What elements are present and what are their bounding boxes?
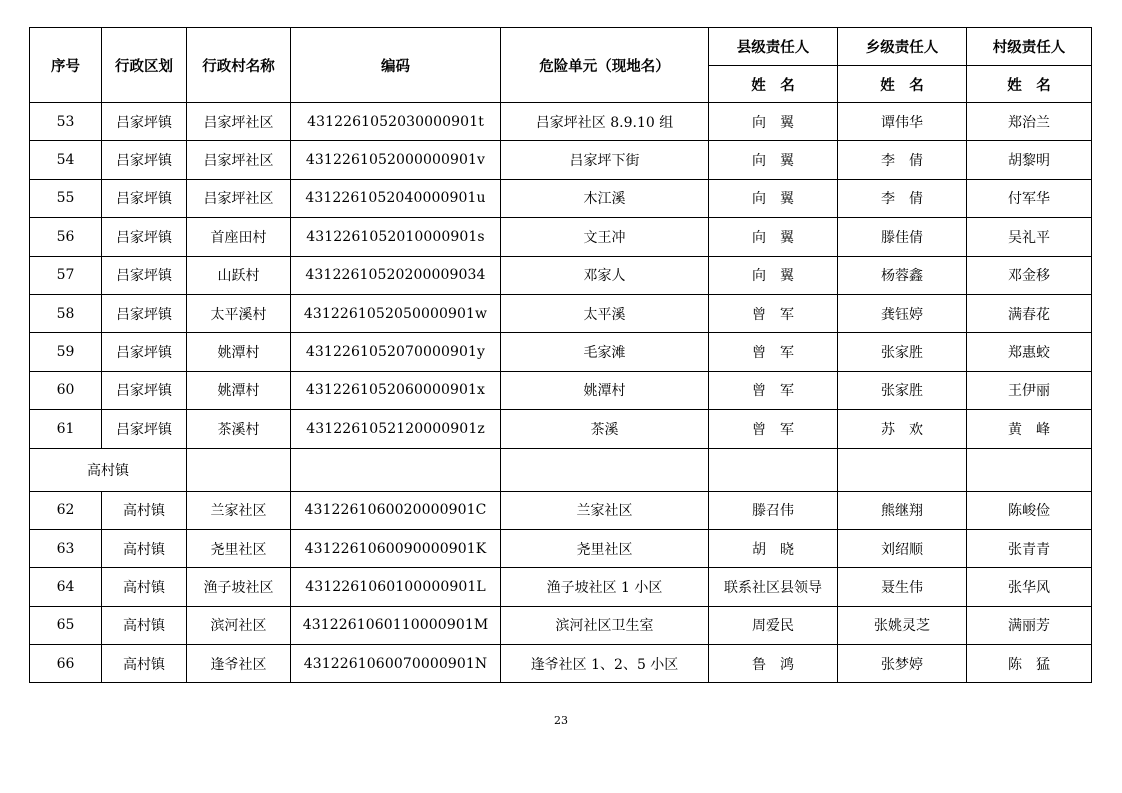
cell-village-person: 满春花 xyxy=(967,294,1092,332)
cell-village-person: 陈 猛 xyxy=(967,645,1092,683)
cell-unit: 渔子坡社区 1 小区 xyxy=(501,568,709,606)
cell-county-person: 曾 军 xyxy=(709,294,838,332)
table-row xyxy=(30,218,1092,256)
cell-township-person: 聂生伟 xyxy=(838,568,967,606)
cell-village: 太平溪村 xyxy=(187,294,291,332)
section-empty-cell xyxy=(291,448,501,491)
cell-seq: 63 xyxy=(30,529,102,567)
header-county-name: 姓 名 xyxy=(709,66,838,103)
cell-county-person: 联系社区县领导 xyxy=(709,568,838,606)
cell-township-person: 张家胜 xyxy=(838,333,967,371)
cell-code: 4312261060090000901K xyxy=(291,529,501,567)
cell-seq: 62 xyxy=(30,491,102,529)
cell-township-person: 张姚灵芝 xyxy=(838,606,967,644)
page-number: 23 xyxy=(554,714,568,727)
cell-township-person: 苏 欢 xyxy=(838,410,967,448)
cell-unit: 木江溪 xyxy=(501,179,709,217)
cell-village: 尧里社区 xyxy=(187,529,291,567)
section-title: 高村镇 xyxy=(30,448,187,491)
cell-unit: 吕家坪下街 xyxy=(501,141,709,179)
cell-seq: 65 xyxy=(30,606,102,644)
cell-unit: 逢爷社区 1、2、5 小区 xyxy=(501,645,709,683)
cell-code: 4312261052070000901y xyxy=(291,333,501,371)
responsibility-table xyxy=(29,27,1092,683)
cell-township-person: 张梦婷 xyxy=(838,645,967,683)
cell-county-person: 曾 军 xyxy=(709,410,838,448)
cell-code: 4312261060020000901C xyxy=(291,491,501,529)
cell-village: 逢爷社区 xyxy=(187,645,291,683)
cell-code: 4312261060070000901N xyxy=(291,645,501,683)
cell-village: 山跃村 xyxy=(187,256,291,294)
header-code: 编码 xyxy=(291,28,501,103)
section-empty-cell xyxy=(187,448,291,491)
cell-village: 茶溪村 xyxy=(187,410,291,448)
cell-seq: 66 xyxy=(30,645,102,683)
header-seq: 序号 xyxy=(30,28,102,103)
cell-township-person: 龚钰婷 xyxy=(838,294,967,332)
cell-county-person: 滕召伟 xyxy=(709,491,838,529)
cell-district: 吕家坪镇 xyxy=(102,218,187,256)
header-village: 行政村名称 xyxy=(187,28,291,103)
cell-village-person: 王伊丽 xyxy=(967,371,1092,409)
cell-township-person: 张家胜 xyxy=(838,371,967,409)
cell-code: 4312261052030000901t xyxy=(291,103,501,141)
cell-seq: 61 xyxy=(30,410,102,448)
cell-county-person: 鲁 鸿 xyxy=(709,645,838,683)
table-row xyxy=(30,294,1092,332)
cell-village-person: 张青青 xyxy=(967,529,1092,567)
cell-county-person: 胡 晓 xyxy=(709,529,838,567)
cell-district: 高村镇 xyxy=(102,491,187,529)
header-row xyxy=(30,28,1092,66)
cell-unit: 毛家滩 xyxy=(501,333,709,371)
cell-district: 高村镇 xyxy=(102,568,187,606)
cell-county-person: 曾 军 xyxy=(709,333,838,371)
cell-county-person: 向 翼 xyxy=(709,141,838,179)
cell-township-person: 滕佳倩 xyxy=(838,218,967,256)
cell-village: 吕家坪社区 xyxy=(187,141,291,179)
cell-village-person: 黄 峰 xyxy=(967,410,1092,448)
section-row xyxy=(30,448,1092,491)
table-row xyxy=(30,410,1092,448)
cell-township-person: 熊继翔 xyxy=(838,491,967,529)
cell-unit: 邓家人 xyxy=(501,256,709,294)
cell-district: 吕家坪镇 xyxy=(102,179,187,217)
table-row xyxy=(30,568,1092,606)
cell-code: 43122610520200009034 xyxy=(291,256,501,294)
cell-code: 4312261052000000901v xyxy=(291,141,501,179)
cell-village-person: 吴礼平 xyxy=(967,218,1092,256)
cell-unit: 尧里社区 xyxy=(501,529,709,567)
cell-code: 4312261052040000901u xyxy=(291,179,501,217)
cell-county-person: 向 翼 xyxy=(709,103,838,141)
cell-village: 吕家坪社区 xyxy=(187,103,291,141)
cell-district: 高村镇 xyxy=(102,529,187,567)
cell-seq: 64 xyxy=(30,568,102,606)
cell-village: 吕家坪社区 xyxy=(187,179,291,217)
cell-seq: 59 xyxy=(30,333,102,371)
cell-unit: 文王冲 xyxy=(501,218,709,256)
cell-district: 高村镇 xyxy=(102,606,187,644)
table-row xyxy=(30,645,1092,683)
header-village-lead-name: 姓 名 xyxy=(967,66,1092,103)
header-township: 乡级责任人 xyxy=(838,28,967,66)
cell-county-person: 曾 军 xyxy=(709,371,838,409)
cell-code: 4312261060100000901L xyxy=(291,568,501,606)
cell-village: 首座田村 xyxy=(187,218,291,256)
header-district: 行政区划 xyxy=(102,28,187,103)
cell-code: 4312261052060000901x xyxy=(291,371,501,409)
cell-township-person: 谭伟华 xyxy=(838,103,967,141)
cell-county-person: 向 翼 xyxy=(709,256,838,294)
table-row xyxy=(30,371,1092,409)
cell-village: 姚潭村 xyxy=(187,333,291,371)
cell-village-person: 胡黎明 xyxy=(967,141,1092,179)
cell-code: 4312261052010000901s xyxy=(291,218,501,256)
cell-village-person: 张华风 xyxy=(967,568,1092,606)
cell-township-person: 杨蓉鑫 xyxy=(838,256,967,294)
cell-seq: 58 xyxy=(30,294,102,332)
cell-district: 高村镇 xyxy=(102,645,187,683)
section-empty-cell xyxy=(967,448,1092,491)
cell-seq: 60 xyxy=(30,371,102,409)
cell-village-person: 满丽芳 xyxy=(967,606,1092,644)
cell-district: 吕家坪镇 xyxy=(102,141,187,179)
cell-seq: 53 xyxy=(30,103,102,141)
cell-county-person: 向 翼 xyxy=(709,179,838,217)
cell-seq: 56 xyxy=(30,218,102,256)
cell-unit: 滨河社区卫生室 xyxy=(501,606,709,644)
table-body-a xyxy=(30,103,1092,449)
cell-district: 吕家坪镇 xyxy=(102,294,187,332)
table-row xyxy=(30,491,1092,529)
table-row xyxy=(30,529,1092,567)
cell-code: 4312261052120000901z xyxy=(291,410,501,448)
cell-village: 姚潭村 xyxy=(187,371,291,409)
table-row xyxy=(30,141,1092,179)
cell-village: 渔子坡社区 xyxy=(187,568,291,606)
cell-unit: 茶溪 xyxy=(501,410,709,448)
table-row xyxy=(30,256,1092,294)
cell-township-person: 李 倩 xyxy=(838,141,967,179)
section-empty-cell xyxy=(838,448,967,491)
cell-seq: 57 xyxy=(30,256,102,294)
cell-seq: 54 xyxy=(30,141,102,179)
cell-unit: 姚潭村 xyxy=(501,371,709,409)
cell-code: 4312261052050000901w xyxy=(291,294,501,332)
header-township-name: 姓 名 xyxy=(838,66,967,103)
header-village-lead: 村级责任人 xyxy=(967,28,1092,66)
header-unit: 危险单元（现地名） xyxy=(501,28,709,103)
cell-village-person: 郑惠蛟 xyxy=(967,333,1092,371)
cell-unit: 太平溪 xyxy=(501,294,709,332)
cell-unit: 兰家社区 xyxy=(501,491,709,529)
cell-district: 吕家坪镇 xyxy=(102,371,187,409)
cell-township-person: 李 倩 xyxy=(838,179,967,217)
cell-code: 4312261060110000901M xyxy=(291,606,501,644)
section-empty-cell xyxy=(501,448,709,491)
table-row xyxy=(30,333,1092,371)
table-body-b xyxy=(30,491,1092,683)
cell-village: 兰家社区 xyxy=(187,491,291,529)
header-county: 县级责任人 xyxy=(709,28,838,66)
table-row xyxy=(30,606,1092,644)
cell-district: 吕家坪镇 xyxy=(102,256,187,294)
section-empty-cell xyxy=(709,448,838,491)
cell-township-person: 刘绍顺 xyxy=(838,529,967,567)
cell-seq: 55 xyxy=(30,179,102,217)
cell-village-person: 邓金移 xyxy=(967,256,1092,294)
cell-village-person: 郑治兰 xyxy=(967,103,1092,141)
section-body xyxy=(30,448,1092,491)
cell-village-person: 陈峻俭 xyxy=(967,491,1092,529)
cell-unit: 吕家坪社区 8.9.10 组 xyxy=(501,103,709,141)
table-row xyxy=(30,103,1092,141)
cell-district: 吕家坪镇 xyxy=(102,410,187,448)
cell-district: 吕家坪镇 xyxy=(102,333,187,371)
cell-district: 吕家坪镇 xyxy=(102,103,187,141)
cell-village-person: 付军华 xyxy=(967,179,1092,217)
cell-county-person: 向 翼 xyxy=(709,218,838,256)
table-row xyxy=(30,179,1092,217)
cell-village: 滨河社区 xyxy=(187,606,291,644)
cell-county-person: 周爱民 xyxy=(709,606,838,644)
